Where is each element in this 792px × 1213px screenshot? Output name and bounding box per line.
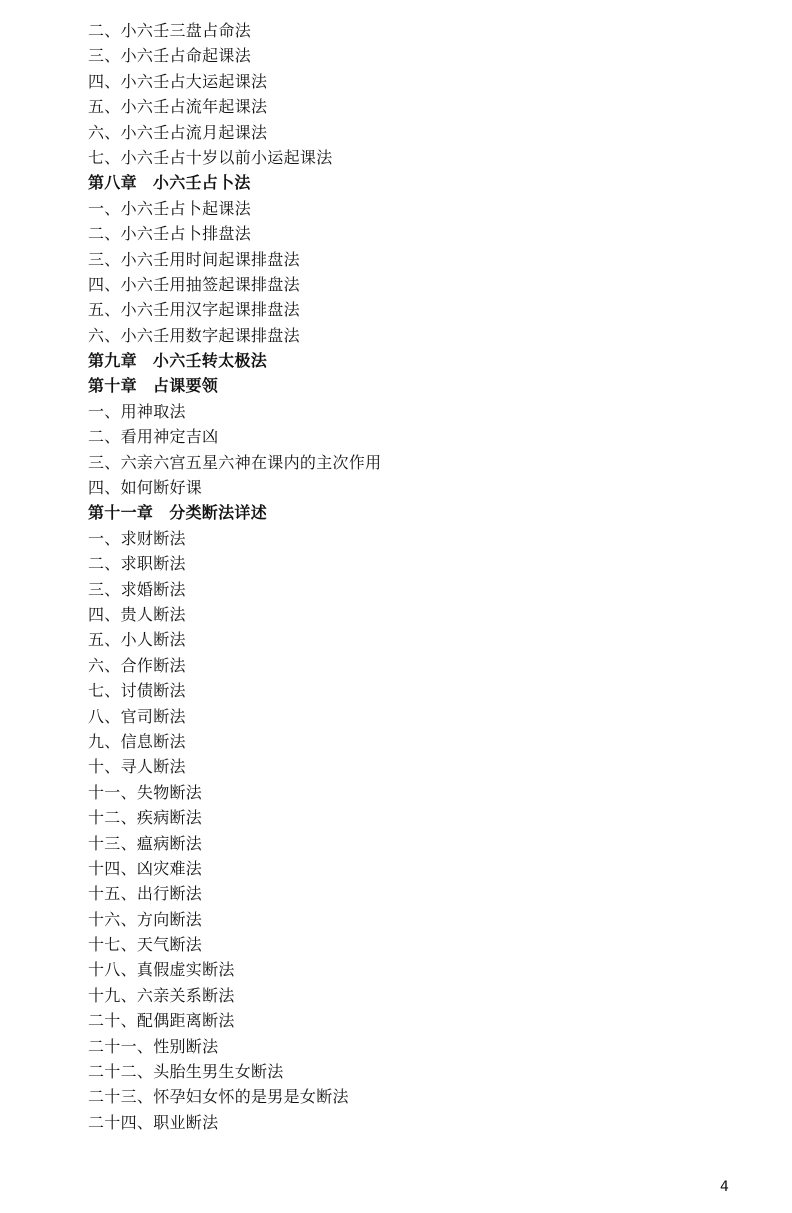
toc-item: 五、小六壬占流年起课法 — [88, 97, 268, 117]
toc-item: 二十、配偶距离断法 — [88, 1011, 235, 1031]
toc-item: 七、讨债断法 — [88, 681, 186, 701]
toc-item: 五、小六壬用汉字起课排盘法 — [88, 300, 300, 320]
toc-item: 十五、出行断法 — [88, 884, 203, 904]
toc-item: 三、六亲六宫五星六神在课内的主次作用 — [88, 452, 382, 472]
toc-item: 九、信息断法 — [88, 731, 186, 751]
toc-item: 二十一、性别断法 — [88, 1036, 219, 1056]
toc-item: 十四、凶灾难法 — [88, 858, 203, 878]
toc-item: 七、小六壬占十岁以前小运起课法 — [88, 147, 333, 167]
page-number: 4 — [720, 1179, 729, 1195]
toc-item: 一、小六壬占卜起课法 — [88, 198, 252, 218]
chapter-title: 分类断法详述 — [169, 503, 268, 523]
toc-item: 十一、失物断法 — [88, 782, 203, 802]
toc-item: 四、贵人断法 — [88, 604, 186, 624]
toc-item: 二、求职断法 — [88, 554, 186, 574]
chapter-number: 第十章 — [88, 376, 137, 396]
toc-item: 四、如何断好课 — [88, 478, 203, 498]
toc-item: 四、小六壬用抽签起课排盘法 — [88, 274, 300, 294]
chapter-title: 占课要领 — [152, 376, 219, 396]
toc-item: 六、合作断法 — [88, 655, 186, 675]
toc-chapter-heading — [88, 500, 381, 525]
toc-item: 十六、方向断法 — [88, 909, 203, 929]
toc-item: 四、小六壬占大运起课法 — [88, 71, 268, 91]
toc-item: 八、官司断法 — [88, 706, 186, 726]
toc-item: 十三、瘟病断法 — [88, 833, 203, 853]
chapter-number: 第十一章 — [88, 503, 154, 523]
toc-item: 二、小六壬三盘占命法 — [88, 21, 252, 40]
toc-chapter-heading — [88, 373, 381, 398]
toc-item: 二十三、怀孕妇女怀的是男是女断法 — [88, 1087, 349, 1107]
chapter-title: 小六壬转太极法 — [152, 351, 268, 371]
chapter-number: 第九章 — [88, 351, 137, 371]
toc-item: 二、看用神定吉凶 — [88, 427, 219, 447]
toc-item: 三、小六壬占命起课法 — [88, 46, 252, 66]
toc-item: 二十二、头胎生男生女断法 — [88, 1062, 284, 1082]
toc-item: 六、小六壬占流月起课法 — [88, 122, 268, 142]
toc-item: 十、寻人断法 — [88, 757, 186, 777]
toc-chapter-heading — [88, 348, 381, 373]
toc-item: 十八、真假虚实断法 — [88, 960, 235, 980]
toc-item: 十七、天气断法 — [88, 935, 203, 955]
toc-item: 六、小六壬用数字起课排盘法 — [88, 325, 300, 345]
toc-item: 五、小人断法 — [88, 630, 186, 650]
toc-item: 三、求婚断法 — [88, 579, 186, 599]
toc-item: 二十四、职业断法 — [88, 1112, 219, 1132]
toc-item: 十二、疾病断法 — [88, 808, 203, 828]
chapter-number: 第八章 — [88, 173, 137, 193]
toc-item: 二、小六壬占卜排盘法 — [88, 224, 252, 244]
toc-chapter-heading — [88, 170, 381, 195]
toc-item: 三、小六壬用时间起课排盘法 — [88, 249, 300, 269]
toc-item: 一、用神取法 — [88, 401, 186, 421]
toc-item: 十九、六亲关系断法 — [88, 985, 235, 1005]
chapter-title: 小六壬占卜法 — [152, 173, 251, 193]
table-of-contents — [88, 18, 381, 1135]
toc-item: 一、求财断法 — [88, 528, 186, 548]
